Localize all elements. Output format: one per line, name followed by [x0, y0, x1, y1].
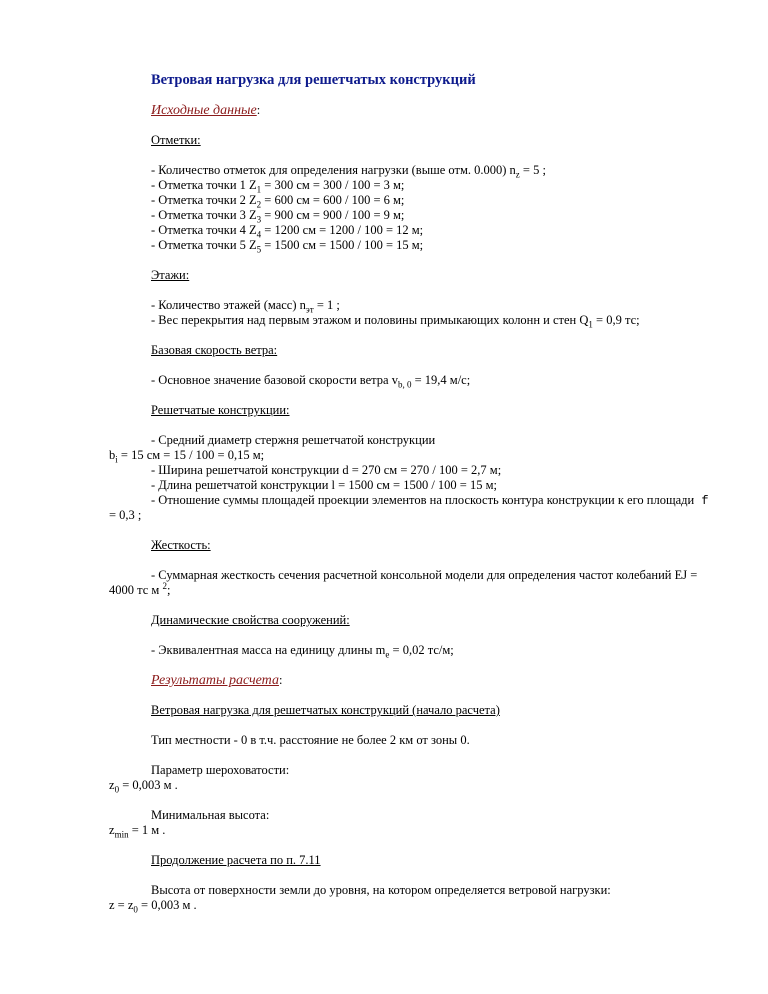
continuation-heading: Продолжение расчета по п. 7.11 [151, 853, 321, 867]
floors-count-suffix: = 1 ; [313, 298, 340, 312]
level-suffix: = 600 см = 600 / 100 = 6 м; [261, 193, 405, 207]
level-sub: 4 [256, 229, 262, 240]
dynamics-sub: e [385, 649, 390, 660]
min-height-label: Минимальная высота: [151, 808, 270, 822]
min-height-pre: z [109, 823, 115, 837]
stiffness-line1: - Суммарная жесткость сечения расчетной консольной модели для определения частот колебаний EJ = [151, 568, 698, 582]
page-title: Ветровая нагрузка для решетчатых конструкций [151, 72, 476, 88]
lattice-diameter-suffix: = 15 см = 15 / 100 = 0,15 м; [117, 448, 265, 462]
roughness-sub: 0 [114, 784, 120, 795]
level-prefix: - Отметка точки 5 Z [151, 238, 257, 252]
height-value [109, 898, 197, 913]
roughness-suffix: = 0,003 м . [119, 778, 178, 792]
wind-prefix: - Основное значение базовой скорости ветра v [151, 373, 398, 387]
lattice-diameter-line1: - Средний диаметр стержня решетчатой конструкции [151, 433, 436, 447]
level-item [151, 193, 404, 208]
stiffness-line2 [109, 580, 171, 598]
terrain-line: Тип местности - 0 в т.ч. расстояние не более 2 км от зоны 0. [151, 733, 470, 747]
min-height-suffix: = 1 м . [128, 823, 166, 837]
floors-count-prefix: - Количество этажей (масс) n [151, 298, 306, 312]
stiffness-sup: 2 [162, 580, 167, 591]
level-sub: 1 [256, 184, 262, 195]
floors-count-line [151, 298, 340, 313]
input-section: Исходные данные: [151, 103, 261, 118]
lattice-diameter-pre: b [109, 448, 116, 462]
level-prefix: - Отметка точки 4 Z [151, 223, 257, 237]
stiffness-suffix: ; [166, 583, 171, 597]
roughness-value [109, 778, 178, 793]
level-item [151, 208, 404, 223]
levels-count-suffix: = 5 ; [519, 163, 546, 177]
height-pre: z = z [109, 898, 134, 912]
level-item [151, 238, 423, 253]
floors-weight-sub: 1 [588, 319, 593, 330]
height-suffix: = 0,003 м . [137, 898, 197, 912]
wind-heading: Базовая скорость ветра: [151, 343, 278, 357]
dynamics-heading: Динамические свойства сооружений: [151, 613, 350, 627]
lattice-diameter-sub: i [115, 454, 118, 465]
floors-count-sub: эт [305, 304, 314, 315]
level-prefix: - Отметка точки 2 Z [151, 193, 257, 207]
height-sub: 0 [133, 904, 138, 915]
results-section: Результаты расчета: [151, 673, 283, 688]
lattice-heading: Решетчатые конструкции: [151, 403, 290, 417]
results-heading: Результаты расчета [151, 673, 279, 688]
level-suffix: = 900 см = 900 / 100 = 9 м; [261, 208, 405, 222]
floors-weight-suffix: = 0,9 тс; [592, 313, 640, 327]
roughness-label: Параметр шероховатости: [151, 763, 290, 777]
lattice-ratio-line1 [151, 493, 709, 509]
lattice-width-line: - Ширина решетчатой конструкции d = 270 см = 270 / 100 = 2,7 м; [151, 463, 502, 477]
lattice-diameter-line2 [109, 448, 264, 463]
levels-count-prefix: - Количество отметок для определения нагрузки (выше отм. 0.000) n [151, 163, 516, 177]
floors-weight-line [151, 313, 640, 328]
calc-start-heading: Ветровая нагрузка для решетчатых конструкций (начало расчета) [151, 703, 500, 717]
wind-suffix: = 19,4 м/с; [411, 373, 471, 387]
dynamics-suffix: = 0,02 тс/м; [389, 643, 454, 657]
level-sub: 3 [256, 214, 262, 225]
wind-speed-line [151, 373, 470, 388]
lattice-ratio-line2: = 0,3 ; [109, 508, 142, 522]
input-heading: Исходные данные [151, 103, 257, 118]
level-suffix: = 1200 см = 1200 / 100 = 12 м; [261, 223, 424, 237]
level-prefix: - Отметка точки 1 Z [151, 178, 257, 192]
level-item [151, 223, 423, 238]
levels-heading: Отметки: [151, 133, 201, 147]
stiffness-pre: 4000 тс м [109, 583, 163, 597]
min-height-sub: min [114, 829, 129, 840]
wind-sub: b, 0 [397, 379, 412, 390]
stiffness-heading: Жесткость: [151, 538, 211, 552]
level-item [151, 178, 404, 193]
level-prefix: - Отметка точки 3 Z [151, 208, 257, 222]
lattice-length-line: - Длина решетчатой конструкции l = 1500 см = 1500 / 100 = 15 м; [151, 478, 497, 492]
dynamics-mass-line [151, 643, 454, 658]
level-suffix: = 1500 см = 1500 / 100 = 15 м; [261, 238, 424, 252]
level-sub: 2 [256, 199, 262, 210]
levels-count-sub: z [515, 169, 520, 180]
lattice-ratio-text: - Отношение суммы площадей проекции элементов на плоскость контура конструкции к его площади [151, 493, 695, 507]
height-label: Высота от поверхности земли до уровня, на котором определяется ветровой нагрузки: [151, 883, 611, 897]
level-sub: 5 [256, 244, 262, 255]
floors-weight-prefix: - Вес перекрытия над первым этажом и половины примыкающих колонн и стен Q [151, 313, 589, 327]
levels-count-line [151, 163, 546, 178]
roughness-pre: z [109, 778, 115, 792]
lattice-ratio-symbol: f [701, 494, 709, 508]
dynamics-prefix: - Эквивалентная масса на единицу длины m [151, 643, 386, 657]
floors-heading: Этажи: [151, 268, 190, 282]
min-height-value [109, 823, 165, 838]
level-suffix: = 300 см = 300 / 100 = 3 м; [261, 178, 405, 192]
